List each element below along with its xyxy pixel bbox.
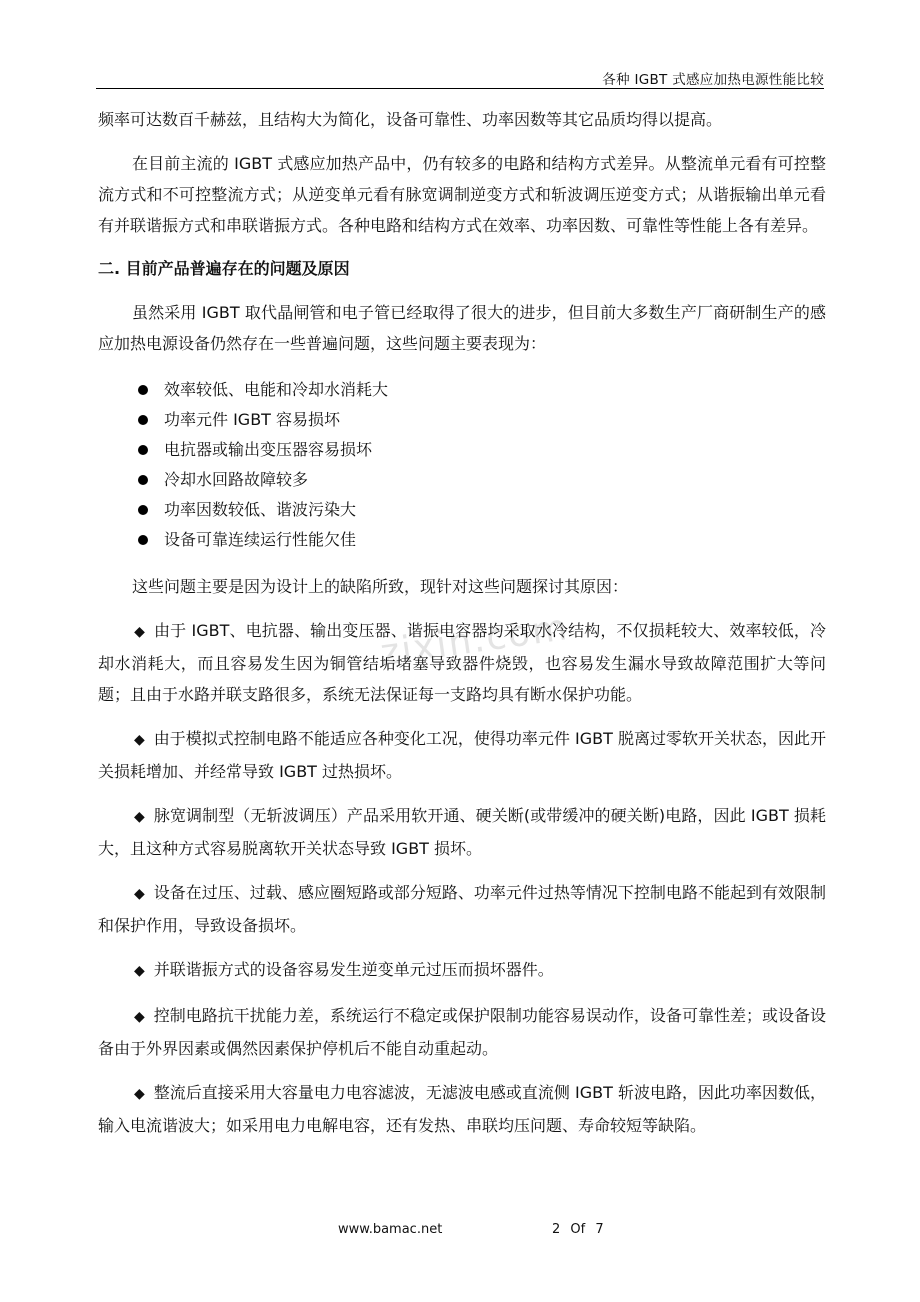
problem-list: [98, 375, 826, 555]
section-heading: 二. 目前产品普遍存在的问题及原因: [98, 259, 350, 278]
bullet-dot-icon: [138, 445, 148, 455]
bullet-dot-icon: [138, 535, 148, 545]
cause-paragraph-2: ◆ 由于模拟式控制电路不能适应各种变化工况，使得功率元件 IGBT 脱离过零软开关状态，因此开关损耗增加、并经常导致 IGBT 过热损坏。: [98, 729, 826, 781]
page-content: [98, 104, 826, 1141]
cause-paragraph-7: ◆ 整流后直接采用大容量电力电容滤波，无滤波电感或直流侧 IGBT 斩波电路，因此功率因数低，输入电流谐波大；如采用电力电解电容，还有发热、串联均压问题、寿命较短等缺陷。: [98, 1083, 826, 1135]
cause-paragraph-5: ◆ 并联谐振方式的设备容易发生逆变单元过压而损坏器件。: [134, 960, 554, 979]
cause-paragraph-6: ◆ 控制电路抗干扰能力差，系统运行不稳定或保护限制功能容易误动作，设备可靠性差；或设备设备由于外界因素或偶然因素保护停机后不能自动重起动。: [98, 1006, 826, 1058]
diamond-bullet-icon: ◆: [134, 963, 145, 979]
bullet-dot-icon: [138, 505, 148, 515]
list-item: 设备可靠连续运行性能欠佳: [138, 525, 826, 555]
page-header: [96, 66, 824, 89]
footer-url: www.bamac.net: [338, 1222, 443, 1237]
cause-paragraph-1: ◆ 由于 IGBT、电抗器、输出变压器、谐振电容器均采取水冷结构，不仅损耗较大、效率较低，冷却水消耗大，而且容易发生因为铜管结垢堵塞导致器件烧毁，也容易发生漏水导致故障范围扩大等问题；且由于水路并联支路很多，系统无法保证每一支路均具有断水保护功能。: [98, 621, 826, 704]
diamond-bullet-icon: ◆: [134, 624, 146, 640]
diamond-bullet-icon: ◆: [134, 1086, 145, 1102]
page-number: 2 Of 7: [552, 1222, 604, 1237]
list-item: 电抗器或输出变压器容易损坏: [138, 435, 826, 465]
cause-paragraph-4: ◆ 设备在过压、过载、感应圈短路或部分短路、功率元件过热等情况下控制电路不能起到有效限制和保护作用，导致设备损坏。: [98, 883, 826, 935]
watermark: zixin.com: [378, 607, 572, 674]
cause-paragraph-3: ◆ 脉宽调制型（无斩波调压）产品采用软开通、硬关断(或带缓冲的硬关断)电路，因此 IGBT 损耗大，且这种方式容易脱离软开关状态导致 IGBT 损坏。: [98, 806, 826, 858]
list-item: 功率元件 IGBT 容易损坏: [138, 405, 826, 435]
section-lead-paragraph: 虽然采用 IGBT 取代晶闸管和电子管已经取得了很大的进步，但目前大多数生产厂商研制生产的感应加热电源设备仍然存在一些普遍问题，这些问题主要表现为：: [98, 303, 826, 353]
diamond-bullet-icon: ◆: [134, 809, 145, 825]
diamond-bullet-icon: ◆: [134, 1009, 145, 1025]
list-item: 功率因数较低、谐波污染大: [138, 495, 826, 525]
list-item: 效率较低、电能和冷却水消耗大: [138, 375, 826, 405]
intro-paragraph-1: 频率可达数百千赫兹，且结构大为简化，设备可靠性、功率因数等其它品质均得以提高。: [98, 110, 723, 129]
diamond-bullet-icon: ◆: [134, 732, 145, 748]
bullet-dot-icon: [138, 415, 148, 425]
bullet-dot-icon: [138, 385, 148, 395]
header-title: 各种 IGBT 式感应加热电源性能比较: [602, 72, 824, 88]
list-item: 冷却水回路故障较多: [138, 465, 826, 495]
intro-paragraph-2: 在目前主流的 IGBT 式感应加热产品中，仍有较多的电路和结构方式差异。从整流单元看有可控整流方式和不可控整流方式；从逆变单元看有脉宽调制逆变方式和斩波调压逆变方式；从谐振输出单元看有并联谐振方式和串联谐振方式。各种电路和结构方式在效率、功率因数、可靠性等性能上各有差异。: [98, 154, 826, 235]
bullet-dot-icon: [138, 475, 148, 485]
cause-lead-paragraph: 这些问题主要是因为设计上的缺陷所致，现针对这些问题探讨其原因：: [132, 577, 629, 596]
diamond-bullet-icon: ◆: [134, 886, 145, 902]
